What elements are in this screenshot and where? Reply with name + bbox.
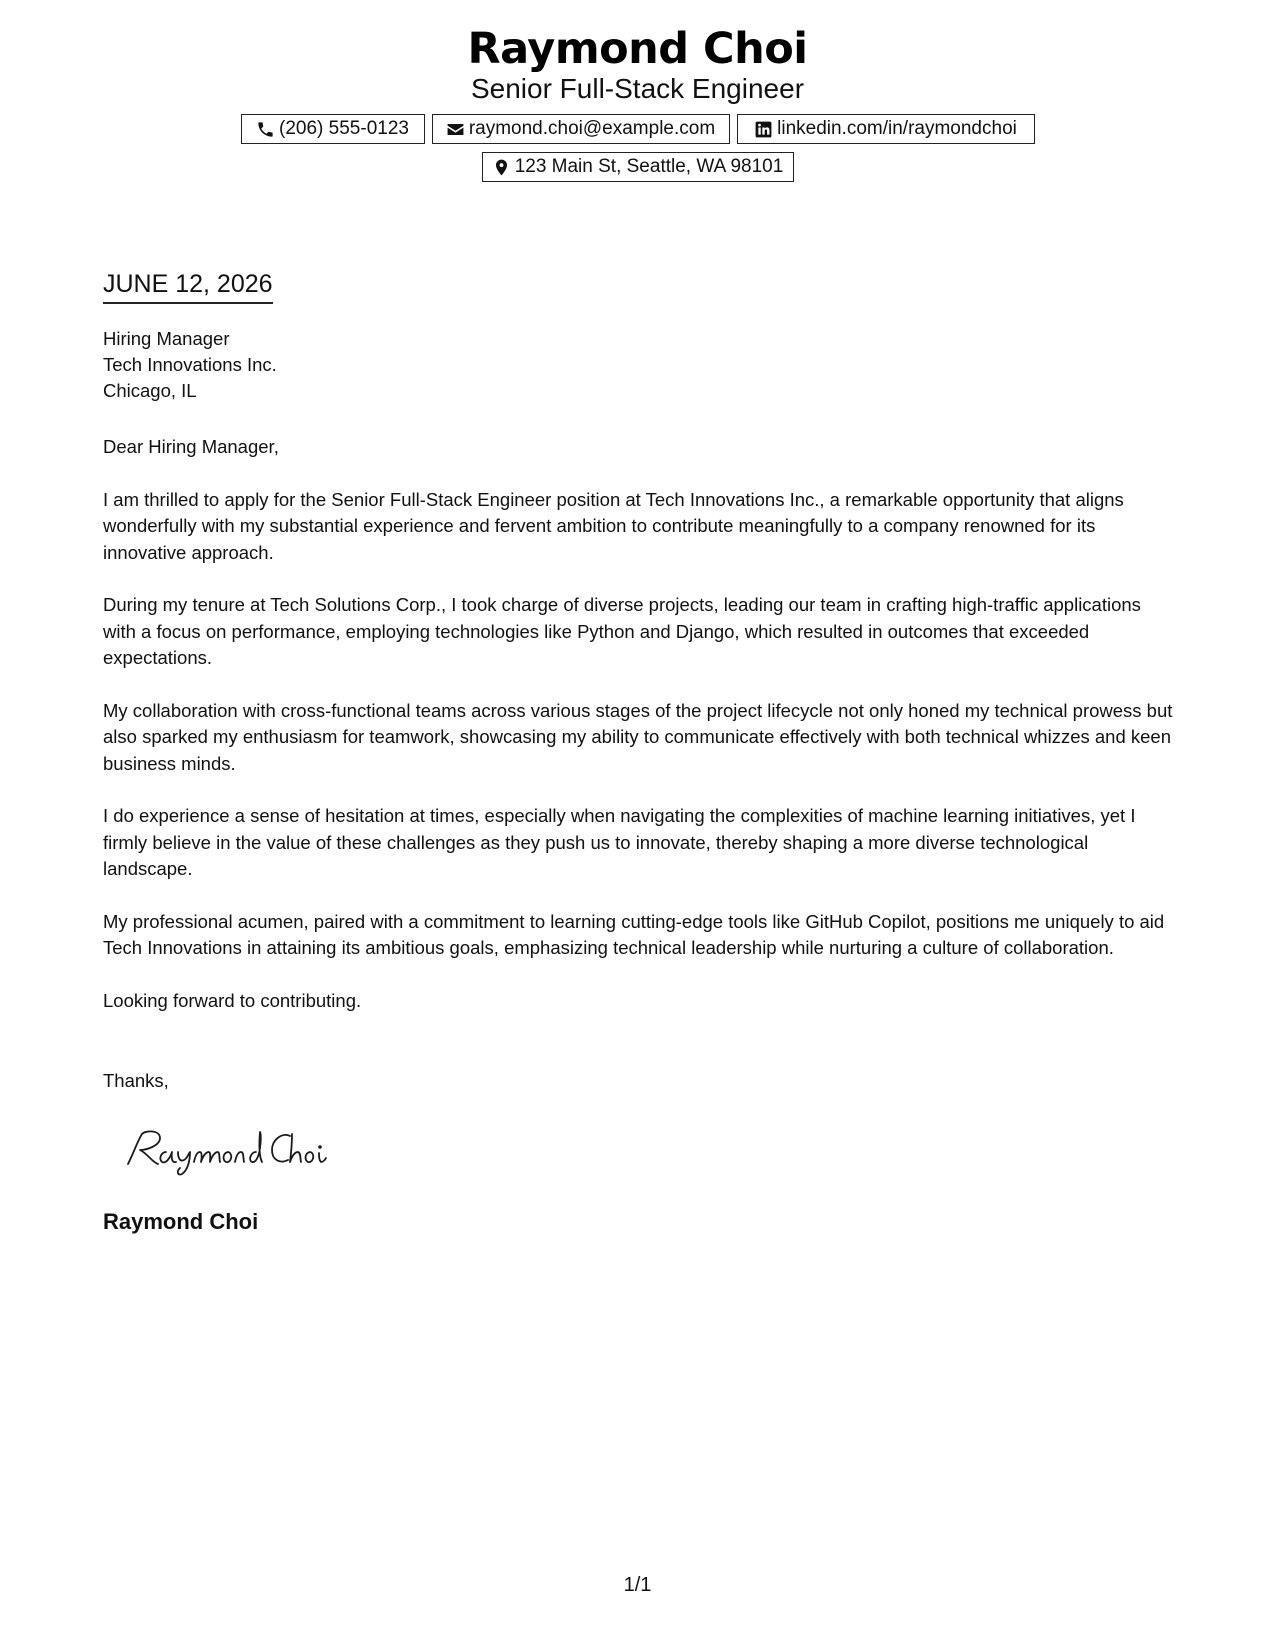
sender-title: Senior Full-Stack Engineer (470, 73, 805, 104)
contact-row (0, 114, 1275, 144)
envelope-icon (446, 120, 465, 139)
body-paragraph: I do experience a sense of hesitation at times, especially when navigating the complexities of machine learning initiatives, yet I firmly believe in the value of these challenges as they push us to innovate, thereby shaping a more diverse technological landscape. (103, 805, 1136, 879)
handwritten-signature (120, 1122, 350, 1178)
sender-name: Raymond Choi (467, 24, 808, 74)
body-paragraph: My professional acumen, paired with a commitment to learning cutting-edge tools like GitHub Copilot, positions me uniquely to aid Tech Innovations in attaining its ambitious goals, emphasizing technical leadership while nurturing a culture of collaboration. (103, 910, 1165, 958)
contact-address[interactable] (482, 152, 794, 182)
body-paragraph: I am thrilled to apply for the Senior Full-Stack Engineer position at Tech Innovations Inc., a remarkable opportunity that aligns wonderfully with my substantial experience and fervent ambition to contribute meaningfully to a company renowned for its innovative approach. (103, 488, 1124, 563)
salutation: Dear Hiring Manager, (103, 436, 279, 457)
map-pin-icon (492, 158, 511, 177)
letter-date: JUNE 12, 2026 (103, 268, 273, 304)
page-number: 1/1 (623, 1574, 652, 1596)
linkedin-text: linkedin.com/in/raymondchoi (777, 118, 1017, 139)
recipient-location: Chicago, IL (103, 380, 197, 401)
contact-phone[interactable] (241, 114, 425, 144)
contact-email[interactable] (432, 114, 730, 144)
closing: Thanks, (103, 1070, 169, 1091)
recipient-block (103, 326, 277, 404)
address-text: 123 Main St, Seattle, WA 98101 (514, 156, 784, 177)
phone-text: (206) 555-0123 (279, 118, 409, 139)
body-paragraph: Looking forward to contributing. (103, 989, 362, 1011)
linkedin-icon (754, 120, 773, 139)
contact-linkedin[interactable] (737, 114, 1035, 144)
signer-name: Raymond Choi (103, 1209, 259, 1234)
phone-icon (256, 120, 275, 139)
body-paragraph: During my tenure at Tech Solutions Corp., I took charge of diverse projects, leading our team in crafting high-traffic applications with a focus on performance, employing technologies like Python and Django, which resulted in outcomes that exceeded expectations. (103, 594, 1141, 668)
recipient-name: Hiring Manager (103, 328, 230, 349)
body-paragraph: My collaboration with cross-functional teams across various stages of the project lifecycle not only honed my technical prowess but also sparked my enthusiasm for teamwork, showcasing my ability to communicate effectively with both technical whizzes and keen business minds. (103, 699, 1173, 774)
email-text: raymond.choi@example.com (468, 118, 716, 139)
contact-row (0, 152, 1275, 182)
recipient-company: Tech Innovations Inc. (103, 354, 277, 375)
letter-body (103, 434, 1173, 1040)
